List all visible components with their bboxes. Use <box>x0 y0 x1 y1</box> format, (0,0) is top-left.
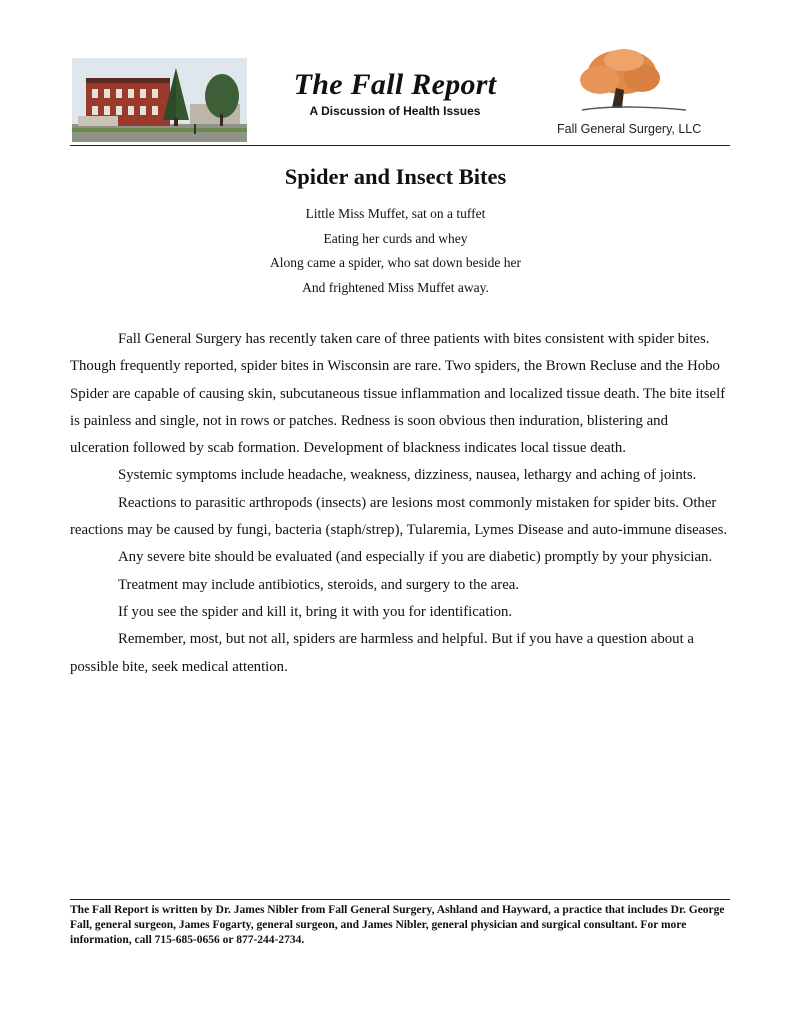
poem-line: Eating her curds and whey <box>323 230 468 246</box>
paragraph-identification: If you see the spider and kill it, bring it with you for identification. <box>118 603 513 620</box>
poem-line: Along came a spider, who sat down beside her <box>269 255 521 270</box>
paragraph-treatment: Treatment may include antibiotics, steroids, and surgery to the area. <box>118 576 520 593</box>
article-body <box>70 326 730 681</box>
paragraph-reactions: Reactions to parasitic arthropods (insects) are lesions most commonly mistaken for spider bits. Other reactions may be caused by fungi, bacteria (staph/strep), Tularemia, Lymes Disease and auto-immune diseases. <box>70 494 728 539</box>
footer-divider <box>70 899 730 900</box>
masthead <box>270 68 520 118</box>
tree-logo-icon <box>560 48 690 118</box>
poem-line: And frightened Miss Muffet away. <box>302 279 489 295</box>
report-title: The Fall Report <box>293 68 497 101</box>
paragraph-evaluation: Any severe bite should be evaluated (and especially if you are diabetic) promptly by your physician. <box>118 549 713 566</box>
report-subtitle: A Discussion of Health Issues <box>309 104 481 118</box>
footer-note: The Fall Report is written by Dr. James Nibler from Fall General Surgery, Ashland and Hayward, a practice that includes Dr. George Fall, general surgeon, James Fogarty, general surgeon, and James Nibler, general physician and surgical consultant. For more information, call 715-685-0656 or 877-244-2734. <box>70 904 725 946</box>
page-header <box>70 44 730 148</box>
nursery-rhyme <box>0 202 791 300</box>
paragraph-intro: Fall General Surgery has recently taken care of three patients with bites consistent with spider bites. Though frequently reported, spider bites in Wisconsin are rare. Two spiders, the Brown Recluse and the Hobo Spider are capable of causing skin, subcutaneous tissue inflammation and localized tissue death. The bite itself is painless and single, not in rows or patches. Redness is soon obvious then induration, blistering and ulceration followed by scab formation. Development of blackness indicates local tissue death. <box>70 331 726 457</box>
paragraph-symptoms: Systemic symptoms include headache, weakness, dizziness, nausea, lethargy and aching of joints. <box>118 467 697 484</box>
building-photo <box>72 58 247 142</box>
paragraph-closing: Remember, most, but not all, spiders are harmless and helpful. But if you have a question about a possible bite, seek medical attention. <box>70 631 694 675</box>
poem-line: Little Miss Muffet, sat on a tuffet <box>305 206 486 221</box>
article-headline: Spider and Insect Bites <box>284 164 507 189</box>
logo-text: Fall General Surgery, LLC <box>557 122 702 136</box>
header-divider <box>70 145 730 146</box>
